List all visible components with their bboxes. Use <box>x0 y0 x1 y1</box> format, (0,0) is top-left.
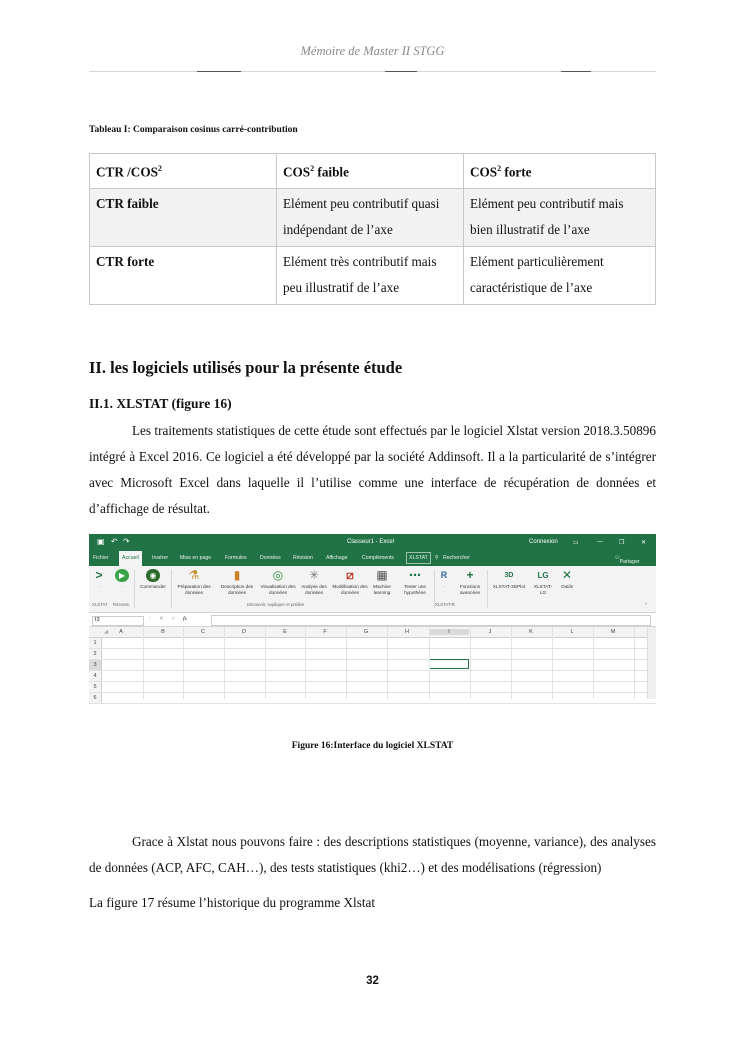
table-header-cell: CTR /COS$^2$ <box>90 154 277 189</box>
hypothesis-icon: ⋯ <box>409 568 421 582</box>
tab-revision: Révision <box>293 555 313 561</box>
table-cell: Elément particulièrement caractéristique de l’axe <box>464 247 656 305</box>
paragraph-3: La figure 17 résume l’historique du programme Xlstat <box>89 895 376 910</box>
figure-caption: Figure 16:Interface du logiciel XLSTAT <box>291 741 454 751</box>
table-cell: Elément peu contributif quasi indépendant de l’axe <box>277 189 464 247</box>
tab-accueil: Accueil <box>119 551 142 566</box>
tab-xlstat: XLSTAT <box>406 552 431 564</box>
worksheet-grid: ◢ A B C D E F G H I J K L M 1 2 3 4 5 6 <box>89 627 656 704</box>
xlstat-ribbon: > · ▶ · ◉ Commander ⚗ Préparation des données ▮ Description des données ◎ Visualisation des données ✳ Analyse des données ⧄ Modélisation des données ▦ Machine learning ⋯ Tester une hypothèse R · + Fonctions avancées 3D XLSTAT-3DPlot LG XLSTAT-LG ✕ Outils XLSTAT Récents Découvrir, expliquer et prédire XLSTAT-R ^ <box>89 566 656 613</box>
scatter-icon: ✳ <box>308 568 320 582</box>
excel-title-bar <box>89 534 656 551</box>
page-number: 32 <box>366 975 379 987</box>
header-rule <box>89 71 656 72</box>
check-icon: ✓ <box>171 616 176 622</box>
minimize-icon: — <box>597 539 603 545</box>
fx-icon: fx <box>183 616 187 622</box>
collapse-ribbon-icon: ^ <box>645 602 648 607</box>
tab-mise-en-page: Mise en page <box>180 555 212 561</box>
share-button: ⚇ Partager <box>615 555 640 565</box>
excel-tab-bar <box>89 551 656 566</box>
tab-complements: Compléments <box>362 555 395 561</box>
table-row-label: CTR forte <box>90 247 277 305</box>
table-cell: Elément peu contributif mais bien illustratif de l’axe <box>464 189 656 247</box>
connexion-link: Connexion <box>529 539 558 545</box>
paragraph-2: Grace à Xlstat nous pouvons faire : des descriptions statistiques (moyenne, variance), des analyses de données (ACP, AFC, CAH…), des tests statistiques (khi2…) et des modélisations (régression) <box>89 834 656 875</box>
tab-fichier: Fichier <box>93 555 109 561</box>
r-icon: R <box>440 570 448 580</box>
tab-donnees: Données <box>260 555 281 561</box>
table-header-cell: COS$^2$ faible <box>277 154 464 189</box>
lg-icon: LG <box>537 571 549 580</box>
paragraph-1: Les traitements statistiques de cette étude sont effectués par le logiciel Xlstat version 2018.3.50896 intégré à Excel 2016. Ce logiciel a été développé par la société Addinsoft. Il a la particularité de s’intégrer avec Microsoft Excel dans laquelle il l’utilise comme une interface de récupération de données et d’affichage de résultat. <box>89 423 656 516</box>
commander-icon: ◉ <box>146 569 160 582</box>
table-header-cell: COS$^2$ forte <box>464 154 656 189</box>
table-row <box>90 247 656 305</box>
section-title: II. les logiciels utilisés pour la présente étude <box>89 358 403 377</box>
name-box: I3 <box>92 616 144 626</box>
3d-plot-icon: 3D <box>504 572 514 579</box>
selected-cell <box>429 659 469 669</box>
table-cell: Elément très contributif mais peu illustratif de l’axe <box>277 247 464 305</box>
prep-icon: ⚗ <box>188 568 200 582</box>
table-row-label: CTR faible <box>90 189 277 247</box>
eye-icon: ◎ <box>272 568 284 582</box>
xlstat-screenshot <box>89 534 656 723</box>
bar-chart-icon: ▮ <box>233 568 241 582</box>
ribbon-display-icon: ▭ <box>573 540 579 546</box>
formula-dots-icon: ⋮ <box>147 616 153 622</box>
lightbulb-icon: ⚲ <box>435 555 439 561</box>
formula-bar <box>89 613 656 627</box>
plus-icon: + <box>466 568 474 582</box>
table-row <box>90 189 656 247</box>
window-title: Classeur1 - Excel <box>347 539 395 545</box>
maximize-icon: ❐ <box>619 540 625 546</box>
play-icon: ▶ <box>115 569 129 582</box>
page-header: Mémoire de Master II STGG <box>300 44 445 58</box>
machine-learning-icon: ▦ <box>376 568 388 582</box>
tab-inserer: Insérer <box>152 555 169 561</box>
save-icon: ▣ <box>97 537 105 546</box>
undo-icon: ↶ <box>111 537 118 546</box>
redo-icon: ↷ <box>123 537 130 546</box>
table-caption: Tableau I: Comparaison cosinus carré-contribution <box>89 125 298 135</box>
section-subtitle: II.1. XLSTAT (figure 16) <box>89 396 232 411</box>
cancel-icon: ✕ <box>159 616 164 622</box>
model-icon: ⧄ <box>346 568 354 582</box>
vertical-scrollbar <box>647 627 656 699</box>
tab-affichage: Affichage <box>326 555 348 561</box>
tell-me-box: Rechercher <box>443 555 470 561</box>
xlstat-arrow-icon: > <box>95 568 103 582</box>
tab-formules: Formules <box>225 555 247 561</box>
comparison-table <box>89 153 656 305</box>
formula-input <box>211 615 651 626</box>
close-icon: ✕ <box>641 540 647 546</box>
tools-icon: ✕ <box>561 568 573 582</box>
